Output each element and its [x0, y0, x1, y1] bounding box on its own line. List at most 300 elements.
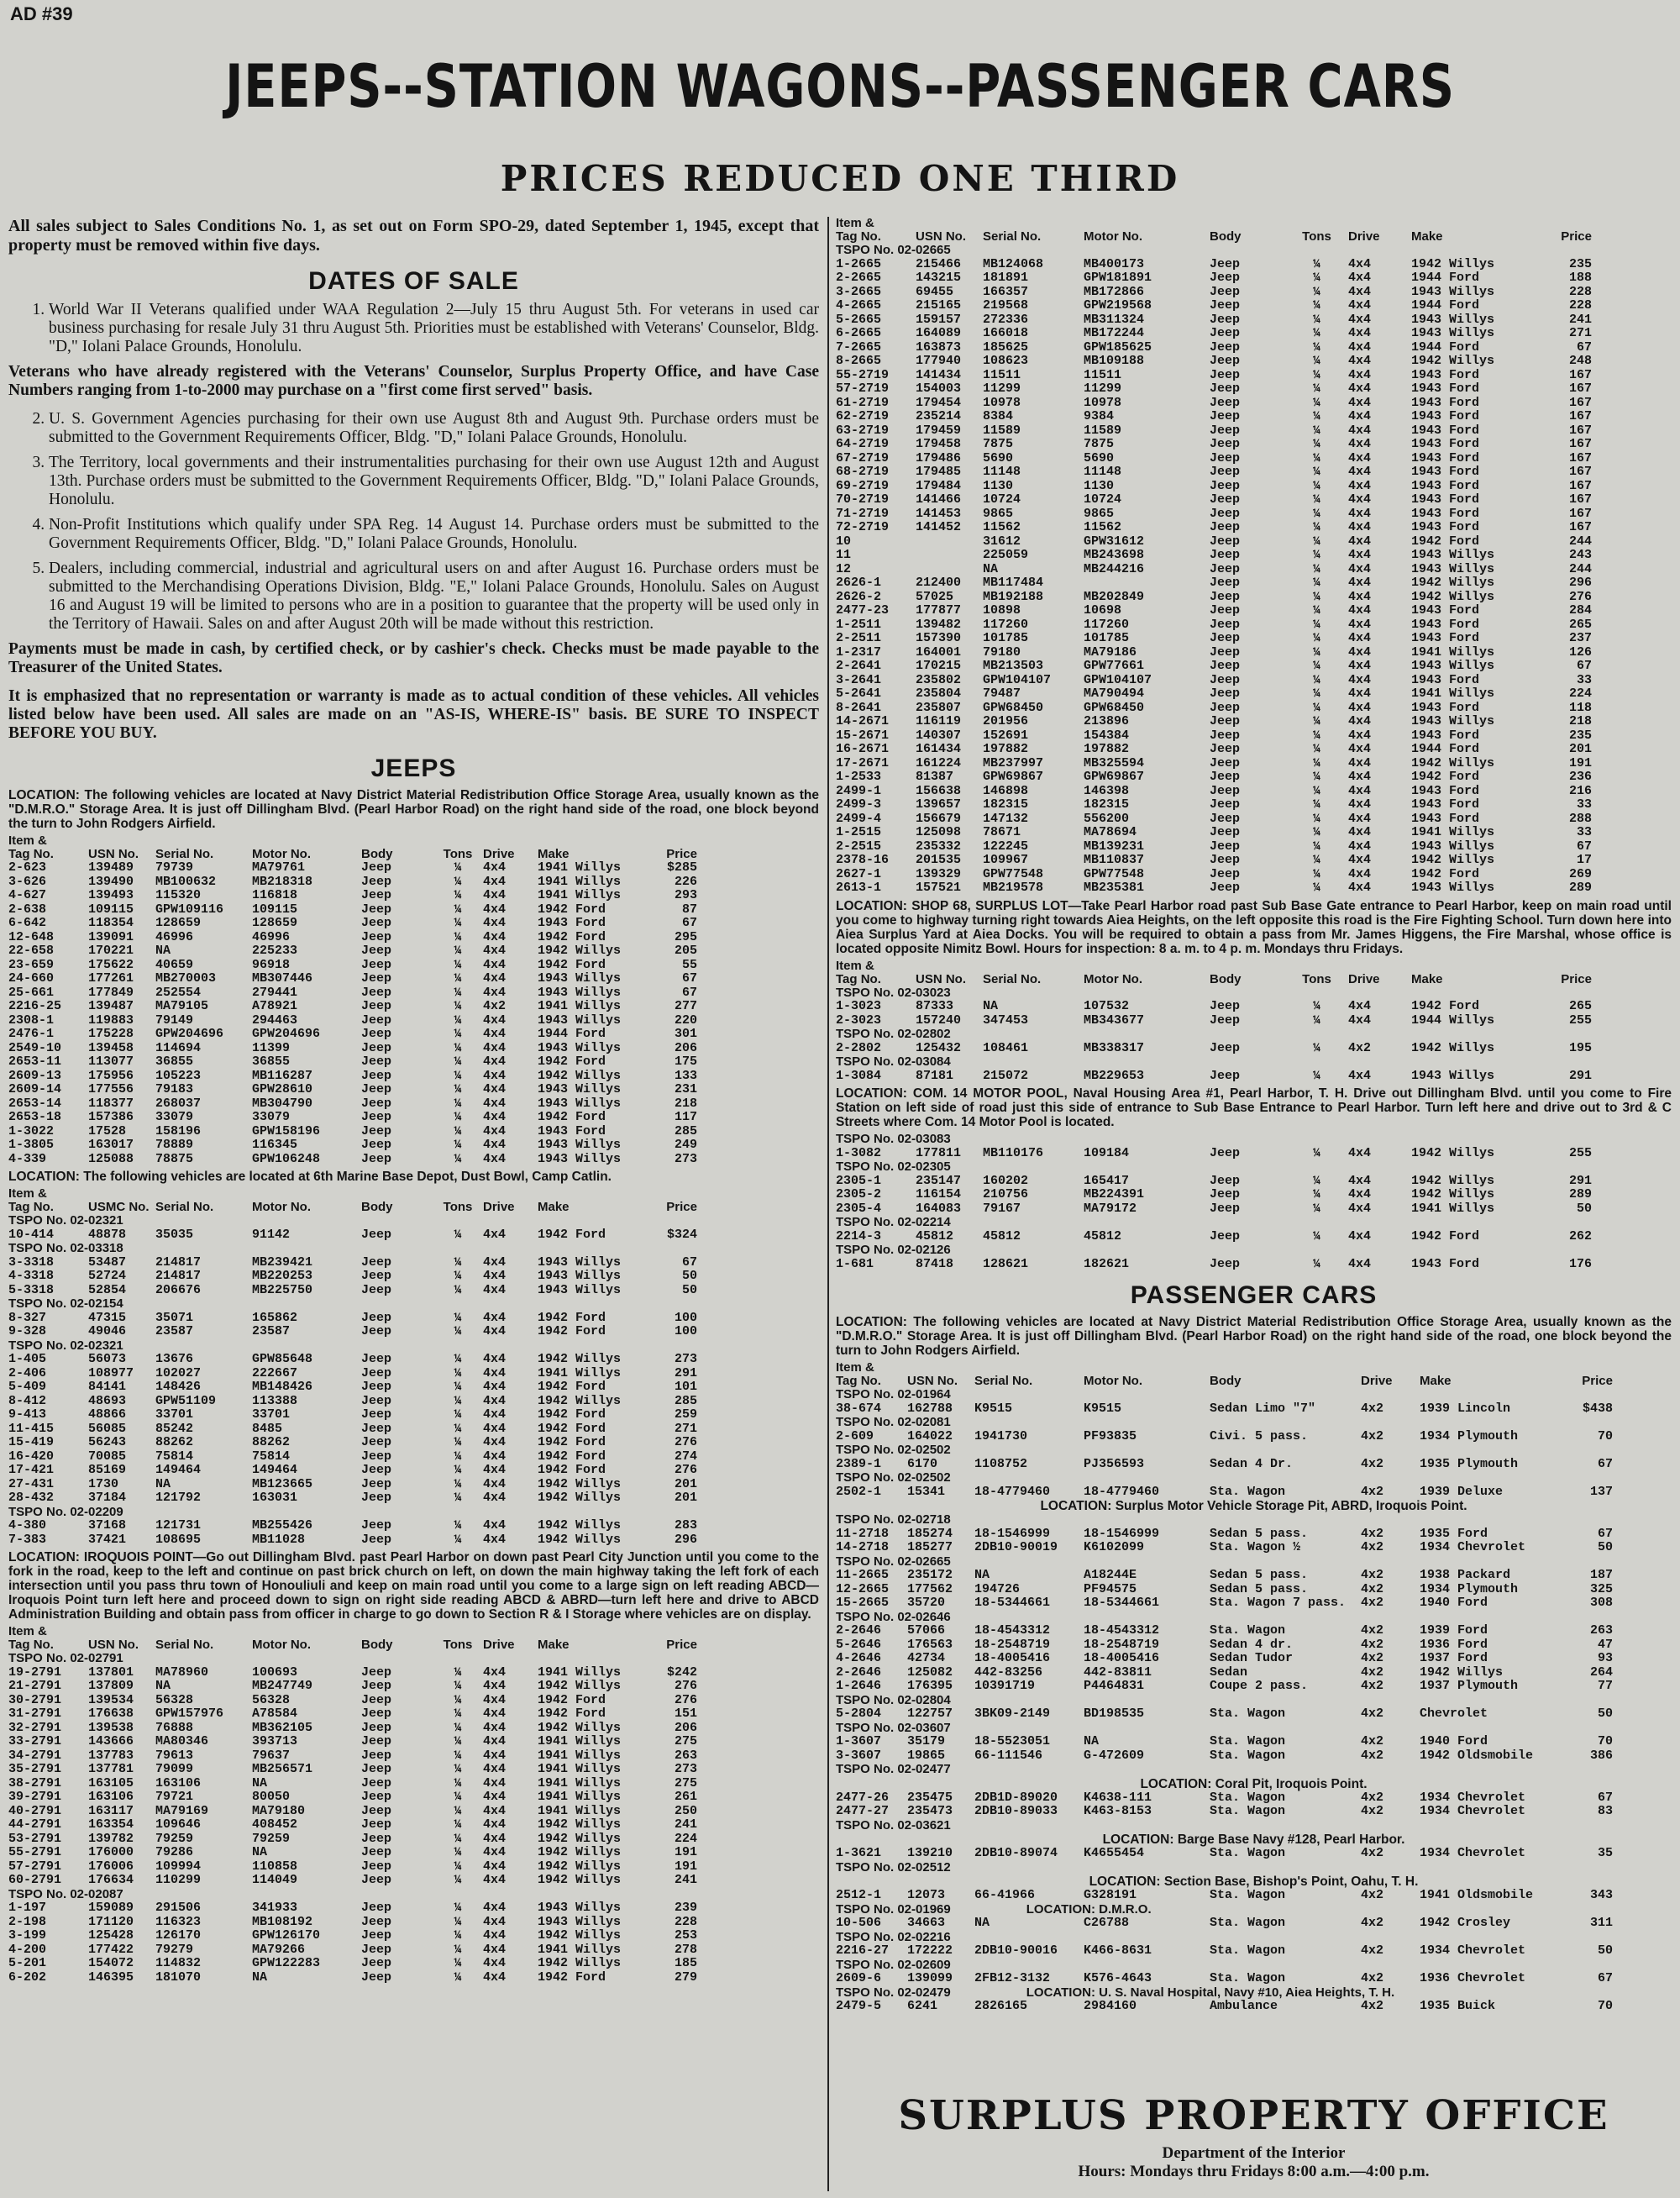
table-cell: 4x4 — [483, 944, 507, 958]
table-cell: 4x4 — [483, 1380, 507, 1394]
table-cell: Sedan Limo "7" — [1210, 1401, 1316, 1416]
table-row — [8, 1395, 819, 1409]
table-cell: Jeep — [361, 1748, 392, 1763]
table-cell: 1942 Willys — [538, 1832, 622, 1846]
table-cell: 2305-1 — [836, 1174, 882, 1188]
table-cell: MA80346 — [155, 1735, 209, 1748]
table-cell: Sedan 5 pass. — [1210, 1569, 1309, 1582]
table-cell: 12-648 — [8, 930, 55, 944]
table-cell: 139538 — [88, 1721, 134, 1735]
table-cell: 63-2719 — [836, 423, 890, 438]
table-cell: 1942 Willys — [1411, 590, 1495, 604]
table-cell: MA79761 — [252, 861, 306, 875]
table-header-item: Item & — [836, 216, 874, 230]
table-cell: $324 — [666, 1228, 697, 1242]
table-row — [836, 563, 1672, 577]
table-cell: 4x4 — [483, 1790, 507, 1804]
table-cell: Coupe 2 pass. — [1210, 1680, 1309, 1693]
table-cell: 4x4 — [1348, 728, 1372, 743]
table-cell: 1934 Plymouth — [1420, 1429, 1519, 1443]
table-cell: Sta. Wagon ½ — [1210, 1541, 1301, 1554]
tspo-number — [836, 1903, 1672, 1917]
table-cell: MA78960 — [155, 1665, 209, 1680]
table-cell: Jeep — [361, 1929, 392, 1943]
table-cell: NA — [974, 1569, 990, 1582]
table-cell: 157390 — [916, 632, 962, 645]
table-cell: 24-660 — [8, 972, 55, 986]
table-cell: 7-383 — [8, 1533, 47, 1547]
table-cell: 100 — [674, 1325, 697, 1338]
table-cell: 4x2 — [1361, 2000, 1384, 2013]
table-cell: 17528 — [88, 1124, 127, 1138]
table-row — [8, 1256, 819, 1270]
table-cell: 151 — [674, 1707, 697, 1721]
table-cell: 18-4543312 — [1084, 1624, 1160, 1638]
table-cell: 68-2719 — [836, 465, 890, 479]
table-cell: 4x4 — [1348, 396, 1372, 410]
tspo-label: TSPO No. 02-02791 — [8, 1651, 123, 1665]
table-cell: 1942 Willys — [538, 1818, 622, 1832]
table-cell: ¼ — [454, 1763, 462, 1776]
table-cell: 4x4 — [1348, 355, 1372, 368]
table-cell: Jeep — [361, 1832, 392, 1846]
table-cell: ¼ — [454, 1859, 462, 1874]
table-header-item: Item & — [836, 1360, 874, 1375]
table-cell: 4x4 — [483, 1366, 507, 1380]
table-cell: 176000 — [88, 1846, 134, 1859]
table-cell: Jeep — [361, 1083, 392, 1096]
table-cell: 291 — [1568, 1069, 1592, 1083]
tspo-number — [836, 1160, 1672, 1175]
table-cell: 4x4 — [483, 1957, 507, 1970]
table-cell: ¼ — [454, 1519, 462, 1533]
table-row — [836, 1014, 1672, 1028]
table-cell: 4x4 — [483, 1748, 507, 1763]
table-cell: 1943 Ford — [1411, 604, 1480, 618]
table-cell: 67 — [1576, 340, 1592, 355]
table-cell: MB247749 — [252, 1680, 313, 1693]
table-cell: 1942 Ford — [538, 1380, 606, 1394]
sub-location: LOCATION: Surplus Motor Vehicle Storage Pit, ABRD, Iroquois Point. — [1040, 1499, 1467, 1513]
column-divider — [827, 217, 829, 2191]
table-cell: Sta. Wagon — [1210, 1847, 1286, 1860]
table-cell: 4x4 — [483, 1464, 507, 1477]
table-cell: ¼ — [454, 1255, 462, 1270]
table-cell: 40659 — [155, 958, 194, 972]
table-cell: 18-5344661 — [974, 1596, 1051, 1610]
table-row — [8, 959, 819, 973]
table-cell: 1942 Willys — [538, 1929, 622, 1943]
table-cell: 35720 — [907, 1596, 946, 1610]
table-cell: 8-2665 — [836, 355, 882, 368]
department: Department of the Interior — [1162, 2144, 1346, 2162]
table-cell: Jeep — [361, 875, 392, 889]
table-cell: ¼ — [1312, 701, 1320, 715]
table-cell: 4-339 — [8, 1152, 47, 1166]
sub-location: LOCATION: Barge Base Navy #128, Pearl Harbor. — [1102, 1833, 1405, 1847]
table-cell: 47315 — [88, 1311, 127, 1325]
table-cell: Jeep — [361, 986, 392, 1000]
table-cell: 3-626 — [8, 875, 47, 889]
table-cell: 167 — [1568, 521, 1592, 534]
table-cell: 1942 Willys — [538, 1957, 622, 1970]
table-row — [8, 1125, 819, 1139]
column-header: Tag No. — [836, 230, 881, 244]
table-cell: 1942 Willys — [1411, 576, 1495, 590]
table-cell: 6-202 — [8, 1970, 47, 1985]
table-cell: 289 — [1568, 881, 1592, 895]
table-cell: 47 — [1597, 1638, 1613, 1652]
payments-text: Payments must be made in cash, by certified check, or by cashier's check. Checks must be made payable to the Treasurer of the United States. — [8, 640, 819, 676]
table-cell: Sta. Wagon — [1210, 1735, 1286, 1748]
table-cell: 185625 — [983, 340, 1029, 355]
table-cell: 45812 — [916, 1229, 954, 1244]
table-cell: 4x4 — [1348, 257, 1372, 271]
table-cell: 1944 Ford — [1411, 271, 1480, 285]
table-cell: MB270003 — [155, 972, 217, 986]
table-cell: Sedan 4 Dr. — [1210, 1457, 1294, 1471]
table-cell: 139482 — [916, 618, 962, 632]
table-cell: 38-2791 — [8, 1776, 62, 1790]
table-cell: 164083 — [916, 1202, 962, 1216]
table-cell: GPW106248 — [252, 1152, 321, 1166]
table-cell: 4x4 — [483, 889, 507, 902]
table-cell: 154384 — [1084, 728, 1130, 743]
table-cell: 2512-1 — [836, 1889, 882, 1902]
table-cell: 101785 — [1084, 632, 1130, 645]
table-cell: 4x4 — [1348, 604, 1372, 618]
table-cell: MB202849 — [1084, 590, 1145, 604]
table-cell: 1941 Willys — [538, 1804, 622, 1818]
table-cell: 125098 — [916, 826, 962, 839]
table-row — [836, 382, 1672, 397]
table-cell: 11589 — [983, 423, 1021, 438]
table-cell: 182621 — [1084, 1257, 1130, 1271]
table-cell: 119883 — [88, 1013, 134, 1028]
table-cell: 157240 — [916, 1013, 962, 1028]
tspo-number — [836, 1443, 1672, 1458]
table-cell: ¼ — [454, 1735, 462, 1748]
table-cell: 176006 — [88, 1859, 134, 1874]
table-cell: 18-2548719 — [974, 1638, 1051, 1652]
tspo-label: TSPO No. 02-02321 — [8, 1213, 123, 1228]
table-cell: ¼ — [454, 875, 462, 889]
table-row — [8, 931, 819, 945]
table-row — [836, 646, 1672, 660]
table-cell: 5-201 — [8, 1957, 47, 1970]
table-cell: 4x4 — [1348, 660, 1372, 673]
table-cell: 4x2 — [1348, 1041, 1372, 1055]
table-cell: Jeep — [1210, 1202, 1241, 1216]
table-row — [8, 1312, 819, 1326]
table-cell: 4x4 — [483, 972, 507, 986]
table-cell: Jeep — [361, 1693, 392, 1707]
table-cell: 1-3607 — [836, 1735, 882, 1748]
table-cell: MB224391 — [1084, 1188, 1145, 1202]
tspo-number — [836, 1722, 1672, 1736]
table-cell: 109646 — [155, 1818, 202, 1832]
table-cell: 4x4 — [483, 1408, 507, 1422]
table-cell: 163031 — [252, 1491, 298, 1505]
table-cell: Jeep — [1210, 479, 1241, 493]
table-cell: 274 — [674, 1449, 697, 1464]
table-row — [836, 1000, 1672, 1014]
table-cell: 235332 — [916, 839, 962, 854]
table-row — [8, 1111, 819, 1125]
table-cell: Sta. Wagon — [1210, 1889, 1286, 1902]
table-cell: 101785 — [983, 632, 1029, 645]
table-cell: MB172866 — [1084, 285, 1145, 299]
table-cell: MB110176 — [983, 1146, 1044, 1160]
table-cell: Jeep — [361, 1915, 392, 1929]
table-cell: 1943 Willys — [1411, 313, 1495, 327]
table-cell: 5690 — [1084, 451, 1115, 465]
table-cell: 146398 — [1084, 784, 1130, 798]
jeeps-table-dmro — [8, 834, 819, 1166]
table-row — [8, 1000, 819, 1014]
table-cell: 37168 — [88, 1519, 127, 1533]
table-cell: 4x2 — [1361, 1582, 1384, 1596]
tspo-number — [836, 1028, 1672, 1042]
table-row — [8, 1722, 819, 1736]
column-header: Serial No. — [974, 1375, 1033, 1388]
table-cell: 4x4 — [1348, 313, 1372, 327]
column-header: Body — [1210, 230, 1242, 244]
table-cell: 1941 Willys — [538, 875, 622, 889]
table-cell: 4x2 — [1361, 1972, 1384, 1985]
table-cell: Jeep — [1210, 798, 1241, 812]
table-row — [8, 1707, 819, 1722]
column-header: Body — [361, 1201, 393, 1214]
table-cell: NA — [974, 1917, 990, 1930]
table-cell: 165417 — [1084, 1174, 1130, 1188]
table-cell: 176634 — [88, 1874, 134, 1887]
table-cell: ¼ — [1312, 854, 1320, 867]
tspo-label: TSPO No. 02-02502 — [836, 1470, 951, 1485]
table-cell: 4x4 — [1348, 271, 1372, 285]
table-cell: ¼ — [454, 902, 462, 917]
table-cell: 4x4 — [1348, 534, 1372, 549]
table-cell: 201 — [1568, 743, 1592, 756]
table-cell: Sta. Wagon — [1210, 1707, 1286, 1721]
table-cell: 18-4779460 — [1084, 1485, 1160, 1499]
table-cell: ¼ — [454, 1055, 462, 1069]
table-cell: K6102099 — [1084, 1541, 1145, 1554]
table-cell: 7875 — [983, 438, 1014, 451]
table-cell: 2-2802 — [836, 1041, 882, 1055]
table-cell: 225059 — [983, 549, 1029, 562]
table-cell: 62-2719 — [836, 410, 890, 423]
table-cell: 4x4 — [483, 1735, 507, 1748]
table-cell: 4x4 — [1348, 839, 1372, 854]
table-row — [836, 1652, 1672, 1666]
table-cell: 235475 — [907, 1790, 953, 1805]
table-cell: 222667 — [252, 1366, 298, 1380]
table-cell: 87418 — [916, 1257, 954, 1271]
table-cell: 275 — [674, 1776, 697, 1790]
table-cell: 1942 Crosley — [1420, 1917, 1511, 1930]
table-cell: 219568 — [983, 299, 1029, 313]
table-cell: Sta. Wagon — [1210, 1485, 1286, 1499]
table-cell: MB362105 — [252, 1721, 313, 1735]
table-cell: 1941 Willys — [538, 861, 622, 875]
table-cell: 48878 — [88, 1228, 127, 1242]
table-cell: 2216-27 — [836, 1944, 890, 1958]
table-row — [8, 1367, 819, 1381]
table-cell: 4x2 — [1361, 1401, 1384, 1416]
table-cell: 4x4 — [483, 1283, 507, 1297]
table-cell: 141466 — [916, 493, 962, 507]
table-cell: 1944 Ford — [1411, 340, 1480, 355]
table-cell: 160202 — [983, 1174, 1029, 1188]
table-cell: 285 — [674, 1124, 697, 1138]
table-cell: 2549-10 — [8, 1041, 62, 1055]
table-cell: 272336 — [983, 313, 1029, 327]
table-cell: ¼ — [454, 1041, 462, 1055]
table-cell: Jeep — [1210, 632, 1241, 645]
table-cell: 177261 — [88, 972, 134, 986]
table-cell: MB124068 — [983, 257, 1044, 271]
table-cell: $285 — [666, 861, 697, 875]
table-cell: 4x4 — [483, 1055, 507, 1069]
table-row — [8, 1055, 819, 1070]
table-cell: 48866 — [88, 1408, 127, 1422]
tspo-label: TSPO No. 02-01969 — [836, 1901, 951, 1917]
column-header: Drive — [483, 1201, 515, 1214]
table-row — [8, 1749, 819, 1764]
table-cell: 201 — [674, 1491, 697, 1505]
table-cell: 162788 — [907, 1401, 953, 1416]
table-cell: 2FB12-3132 — [974, 1972, 1051, 1985]
column-header: Serial No. — [155, 1201, 214, 1214]
table-cell: ¼ — [1312, 798, 1320, 812]
table-cell: 167 — [1568, 368, 1592, 382]
table-cell: ¼ — [1312, 355, 1320, 368]
table-cell: 3-199 — [8, 1929, 47, 1943]
table-cell: GPW109116 — [155, 902, 224, 917]
table-row — [836, 881, 1672, 896]
dates-list-continued — [8, 410, 819, 634]
table-cell: MB244216 — [1084, 562, 1145, 576]
table-cell: ¼ — [1312, 423, 1320, 438]
table-cell: 5-2646 — [836, 1638, 882, 1652]
table-row — [836, 1402, 1672, 1417]
table-cell: 4x4 — [1348, 645, 1372, 660]
table-cell: Jeep — [361, 1013, 392, 1028]
table-cell: 206 — [674, 1721, 697, 1735]
table-cell: 214817 — [155, 1255, 202, 1270]
table-cell: 279 — [674, 1970, 697, 1985]
office-hours: Hours: Mondays thru Fridays 8:00 a.m.—4:00 p.m. — [1078, 2163, 1430, 2180]
table-cell: 1942 Willys — [538, 1491, 622, 1505]
table-cell: 235807 — [916, 701, 962, 715]
table-cell: ¼ — [454, 944, 462, 958]
table-cell: MB109188 — [1084, 355, 1145, 368]
table-row — [8, 1929, 819, 1943]
table-cell: 1942 Ford — [538, 1464, 606, 1477]
table-cell: G-472609 — [1084, 1748, 1145, 1763]
table-cell: 1943 Ford — [1411, 812, 1480, 826]
table-cell: Sedan — [1210, 1665, 1248, 1680]
table-cell: 294463 — [252, 1013, 298, 1028]
table-cell: 79739 — [155, 861, 194, 875]
table-cell: 149464 — [252, 1464, 298, 1477]
table-cell: GPW185625 — [1084, 340, 1152, 355]
table-cell: 6-2665 — [836, 327, 882, 340]
table-cell: MA790494 — [1084, 687, 1145, 701]
table-cell: 75814 — [252, 1449, 291, 1464]
table-cell: Jeep — [361, 1491, 392, 1505]
jeeps-heading: JEEPS — [370, 755, 457, 782]
warranty-text: It is emphasized that no representation or warranty is made as to actual condition of these vehicles. All vehicles listed below have been used. All sales are made on an "AS-IS, WHERE-IS" basis. BE SURE TO INSPECT BEFORE YOU BUY. — [8, 687, 819, 742]
table-cell: ¼ — [454, 1491, 462, 1505]
table-cell: 11562 — [1084, 521, 1122, 534]
table-cell: $438 — [1582, 1401, 1613, 1416]
table-cell: 15341 — [907, 1485, 946, 1499]
table-cell: 163873 — [916, 340, 962, 355]
table-cell: 163354 — [88, 1818, 134, 1832]
table-cell: 10-414 — [8, 1228, 55, 1242]
table-cell: 35071 — [155, 1311, 194, 1325]
table-cell: Jeep — [1210, 549, 1241, 562]
table-cell: 61-2719 — [836, 396, 890, 410]
table-cell: 27-431 — [8, 1477, 55, 1491]
table-cell: 76888 — [155, 1721, 194, 1735]
table-cell: 1943 Ford — [1411, 465, 1480, 479]
table-cell: Jeep — [361, 1228, 392, 1242]
table-cell: 57066 — [907, 1624, 946, 1638]
table-cell: 12 — [836, 562, 852, 576]
table-cell: 235473 — [907, 1805, 953, 1818]
table-cell: 133 — [674, 1069, 697, 1083]
date-item: 4. Non-Profit Institutions which qualify under SPA Reg. 14 August 14. Purchase orders must be submitted to the Government Requirements Officer, Bldg. "D," Iolani Palace Grounds, Honolulu. — [49, 516, 819, 553]
table-cell: Jeep — [1210, 673, 1241, 687]
table-cell: Jeep — [1210, 1041, 1241, 1055]
table-cell: 1-3621 — [836, 1847, 882, 1860]
table-row — [836, 507, 1672, 522]
table-cell: 1942 Willys — [538, 1859, 622, 1874]
table-cell: 1943 Ford — [1411, 396, 1480, 410]
table-row — [8, 1270, 819, 1284]
table-cell: 4x2 — [1361, 1638, 1384, 1652]
column-header: Price — [1582, 1375, 1613, 1388]
table-row — [836, 1070, 1672, 1084]
tspo-location: LOCATION: U. S. Naval Hospital, Navy #10, Aiea Heights, T. H. — [1026, 1985, 1395, 2000]
table-cell: 4x4 — [1348, 784, 1372, 798]
table-cell: 9-413 — [8, 1408, 47, 1422]
table-cell: 6241 — [907, 2000, 938, 2013]
table-cell: ¼ — [454, 1000, 462, 1013]
table-cell: ¼ — [454, 1380, 462, 1394]
table-cell: 273 — [674, 1763, 697, 1776]
table-cell: PF94575 — [1084, 1582, 1137, 1596]
table-cell: 4x4 — [1348, 687, 1372, 701]
table-cell: 143215 — [916, 271, 962, 285]
table-cell: ¼ — [454, 1283, 462, 1297]
table-cell: K4655454 — [1084, 1847, 1145, 1860]
table-cell: 60-2791 — [8, 1874, 62, 1887]
table-row — [8, 1070, 819, 1084]
table-cell: Civi. 5 pass. — [1210, 1429, 1309, 1443]
table-cell: 10391719 — [974, 1680, 1036, 1693]
table-cell: 177877 — [916, 604, 962, 618]
table-cell: 4x4 — [483, 1665, 507, 1680]
table-cell: 4x4 — [483, 1394, 507, 1408]
table-row — [836, 1430, 1672, 1444]
table-cell: 125432 — [916, 1041, 962, 1055]
passenger-location: LOCATION: The following vehicles are located at Navy District Material Redistribution Office Storage Area, usually known as the "D.M.R.O." Storage Area. It is just off Dillingham Blvd. (Pearl Harbor Road) on the right hand side of the road, one block beyond the turn to John Rodgers Airfield. — [836, 1315, 1672, 1358]
table-cell: ¼ — [454, 1874, 462, 1887]
